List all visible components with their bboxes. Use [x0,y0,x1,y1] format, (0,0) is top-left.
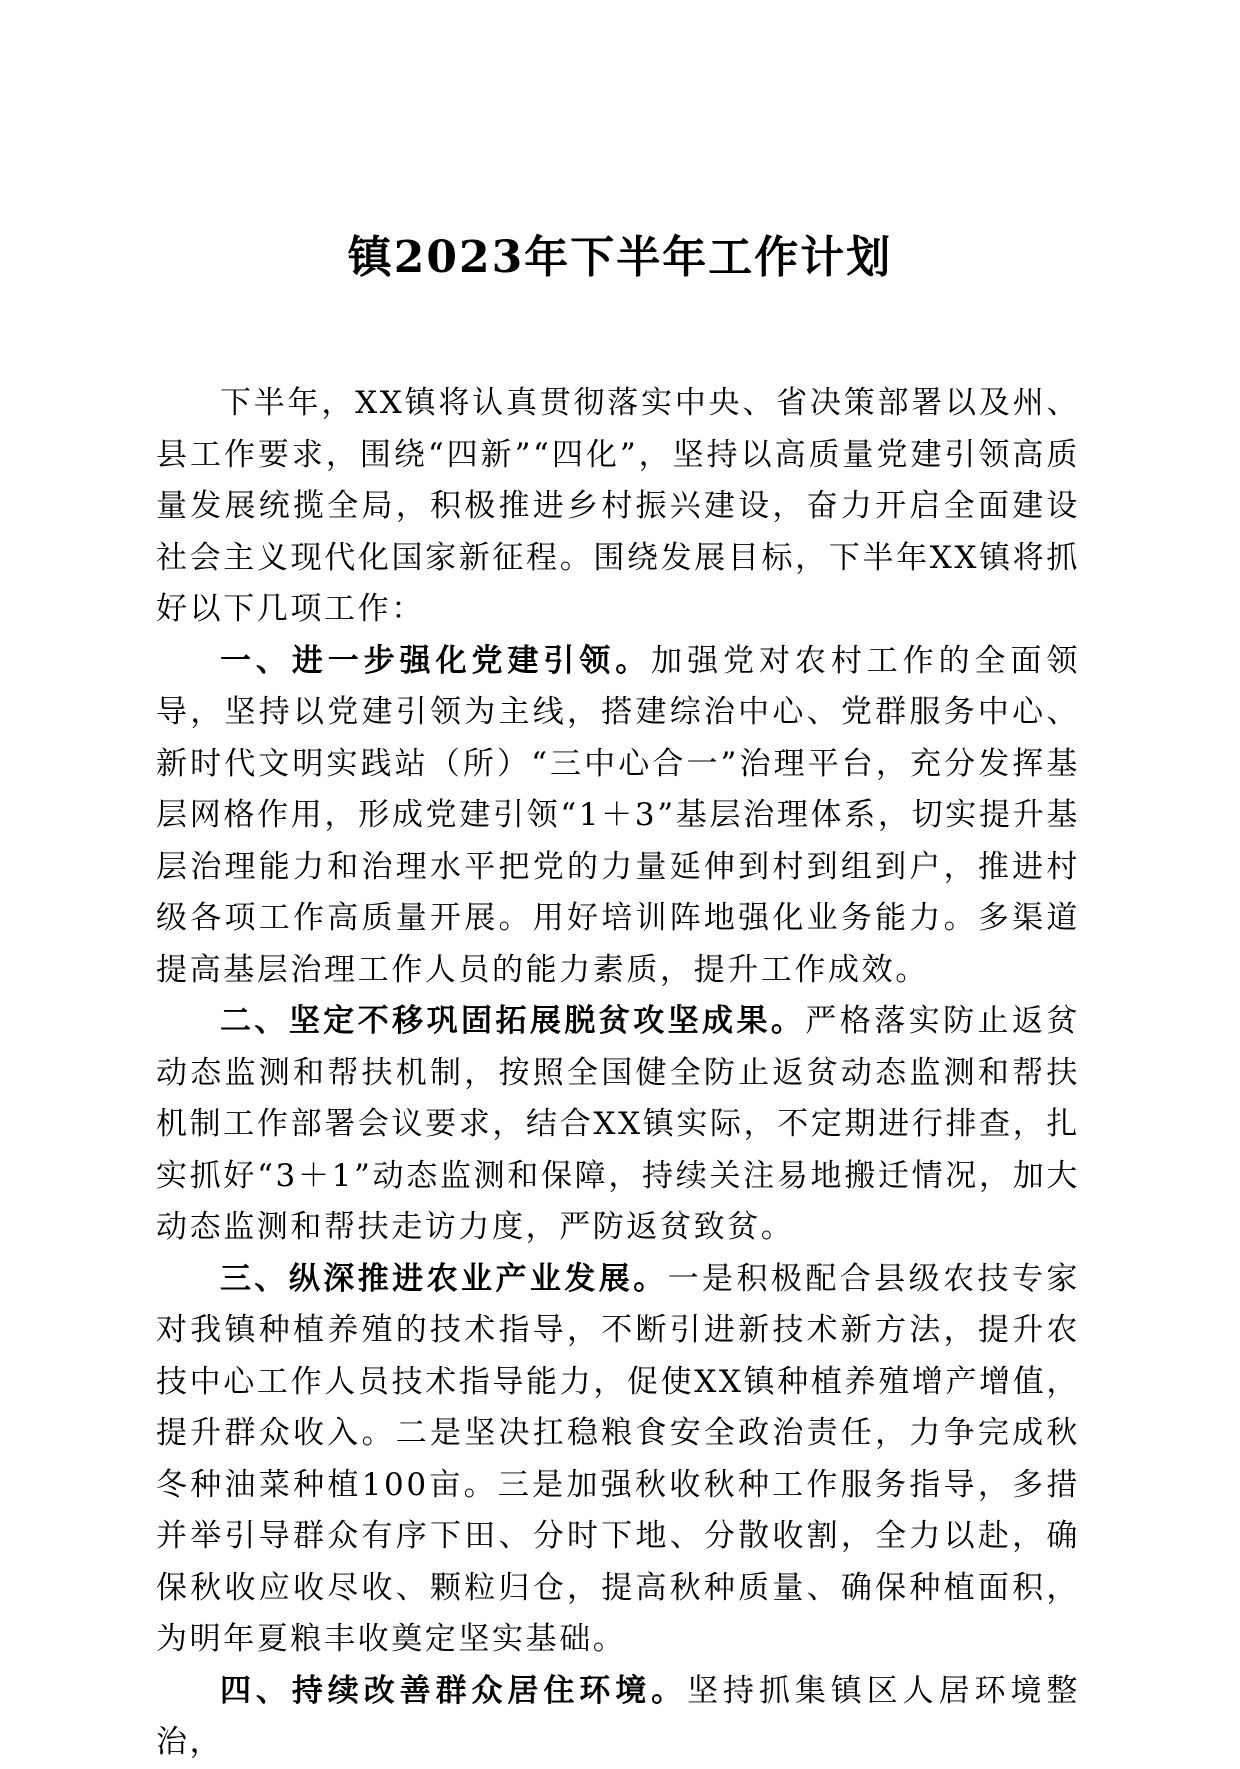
section-heading-3: 三、纵深推进农业产业发展。 [220,1260,668,1297]
section-body-3: 一是积极配合县级农技专家对我镇种植养殖的技术指导，不断引进新技术新方法，提升农技中心工作人员技术指导能力，促使XX镇种植养殖增产增值，提升群众收入。二是坚决扛稳粮食安全政治责任，力争完成秋冬种油菜种植100亩。三是加强秋收秋种工作服务指导，多措并举引导群众有序下田、分时下地、分散收割，全力以赴，确保秋收应收尽收、颗粒归仓，提高秋种质量、确保种植面积，为明年夏粮丰收奠定坚实基础。 [156,1260,1080,1657]
section-body-4: 坚持抓集镇区人居环境整治， [156,1672,1080,1760]
section-paragraph-2 [156,996,1080,1254]
section-heading-2: 二、坚定不移巩固拓展脱贫攻坚成果。 [220,1003,806,1039]
section-paragraph-4 [156,1666,1080,1769]
document-body [156,378,1080,1769]
document-title: 镇2023年下半年工作计划 [347,232,893,283]
section-paragraph-1 [156,636,1080,997]
section-heading-1: 一、进一步强化党建引领。 [220,642,652,679]
section-paragraph-3 [156,1254,1080,1666]
section-body-2: 严格落实防止返贫动态监测和帮扶机制，按照全国健全防止返贫动态监测和帮扶机制工作部署会议要求，结合XX镇实际，不定期进行排查，扎实抓好“3＋1”动态监测和保障，持续关注易地搬迁情况，加大动态监测和帮扶走访力度，严防返贫致贫。 [156,1003,1080,1245]
intro-paragraph: 下半年，XX镇将认真贯彻落实中央、省决策部署以及州、县工作要求，围绕“四新”“四化”，坚持以高质量党建引领高质量发展统揽全局，积极推进乡村振兴建设，奋力开启全面建设社会主义现代化国家新征程。围绕发展目标，下半年XX镇将抓好以下几项工作： [156,385,1080,627]
section-heading-4: 四、持续改善群众居住环境。 [220,1672,688,1709]
section-body-1: 加强党对农村工作的全面领导，坚持以党建引领为主线，搭建综治中心、党群服务中心、新时代文明实践站（所）“三中心合一”治理平台，充分发挥基层网格作用，形成党建引领“1＋3”基层治理体系，切实提升基层治理能力和治理水平把党的力量延伸到村到组到户，推进村级各项工作高质量开展。用好培训阵地强化业务能力。多渠道提高基层治理工作人员的能力素质，提升工作成效。 [156,642,1081,988]
